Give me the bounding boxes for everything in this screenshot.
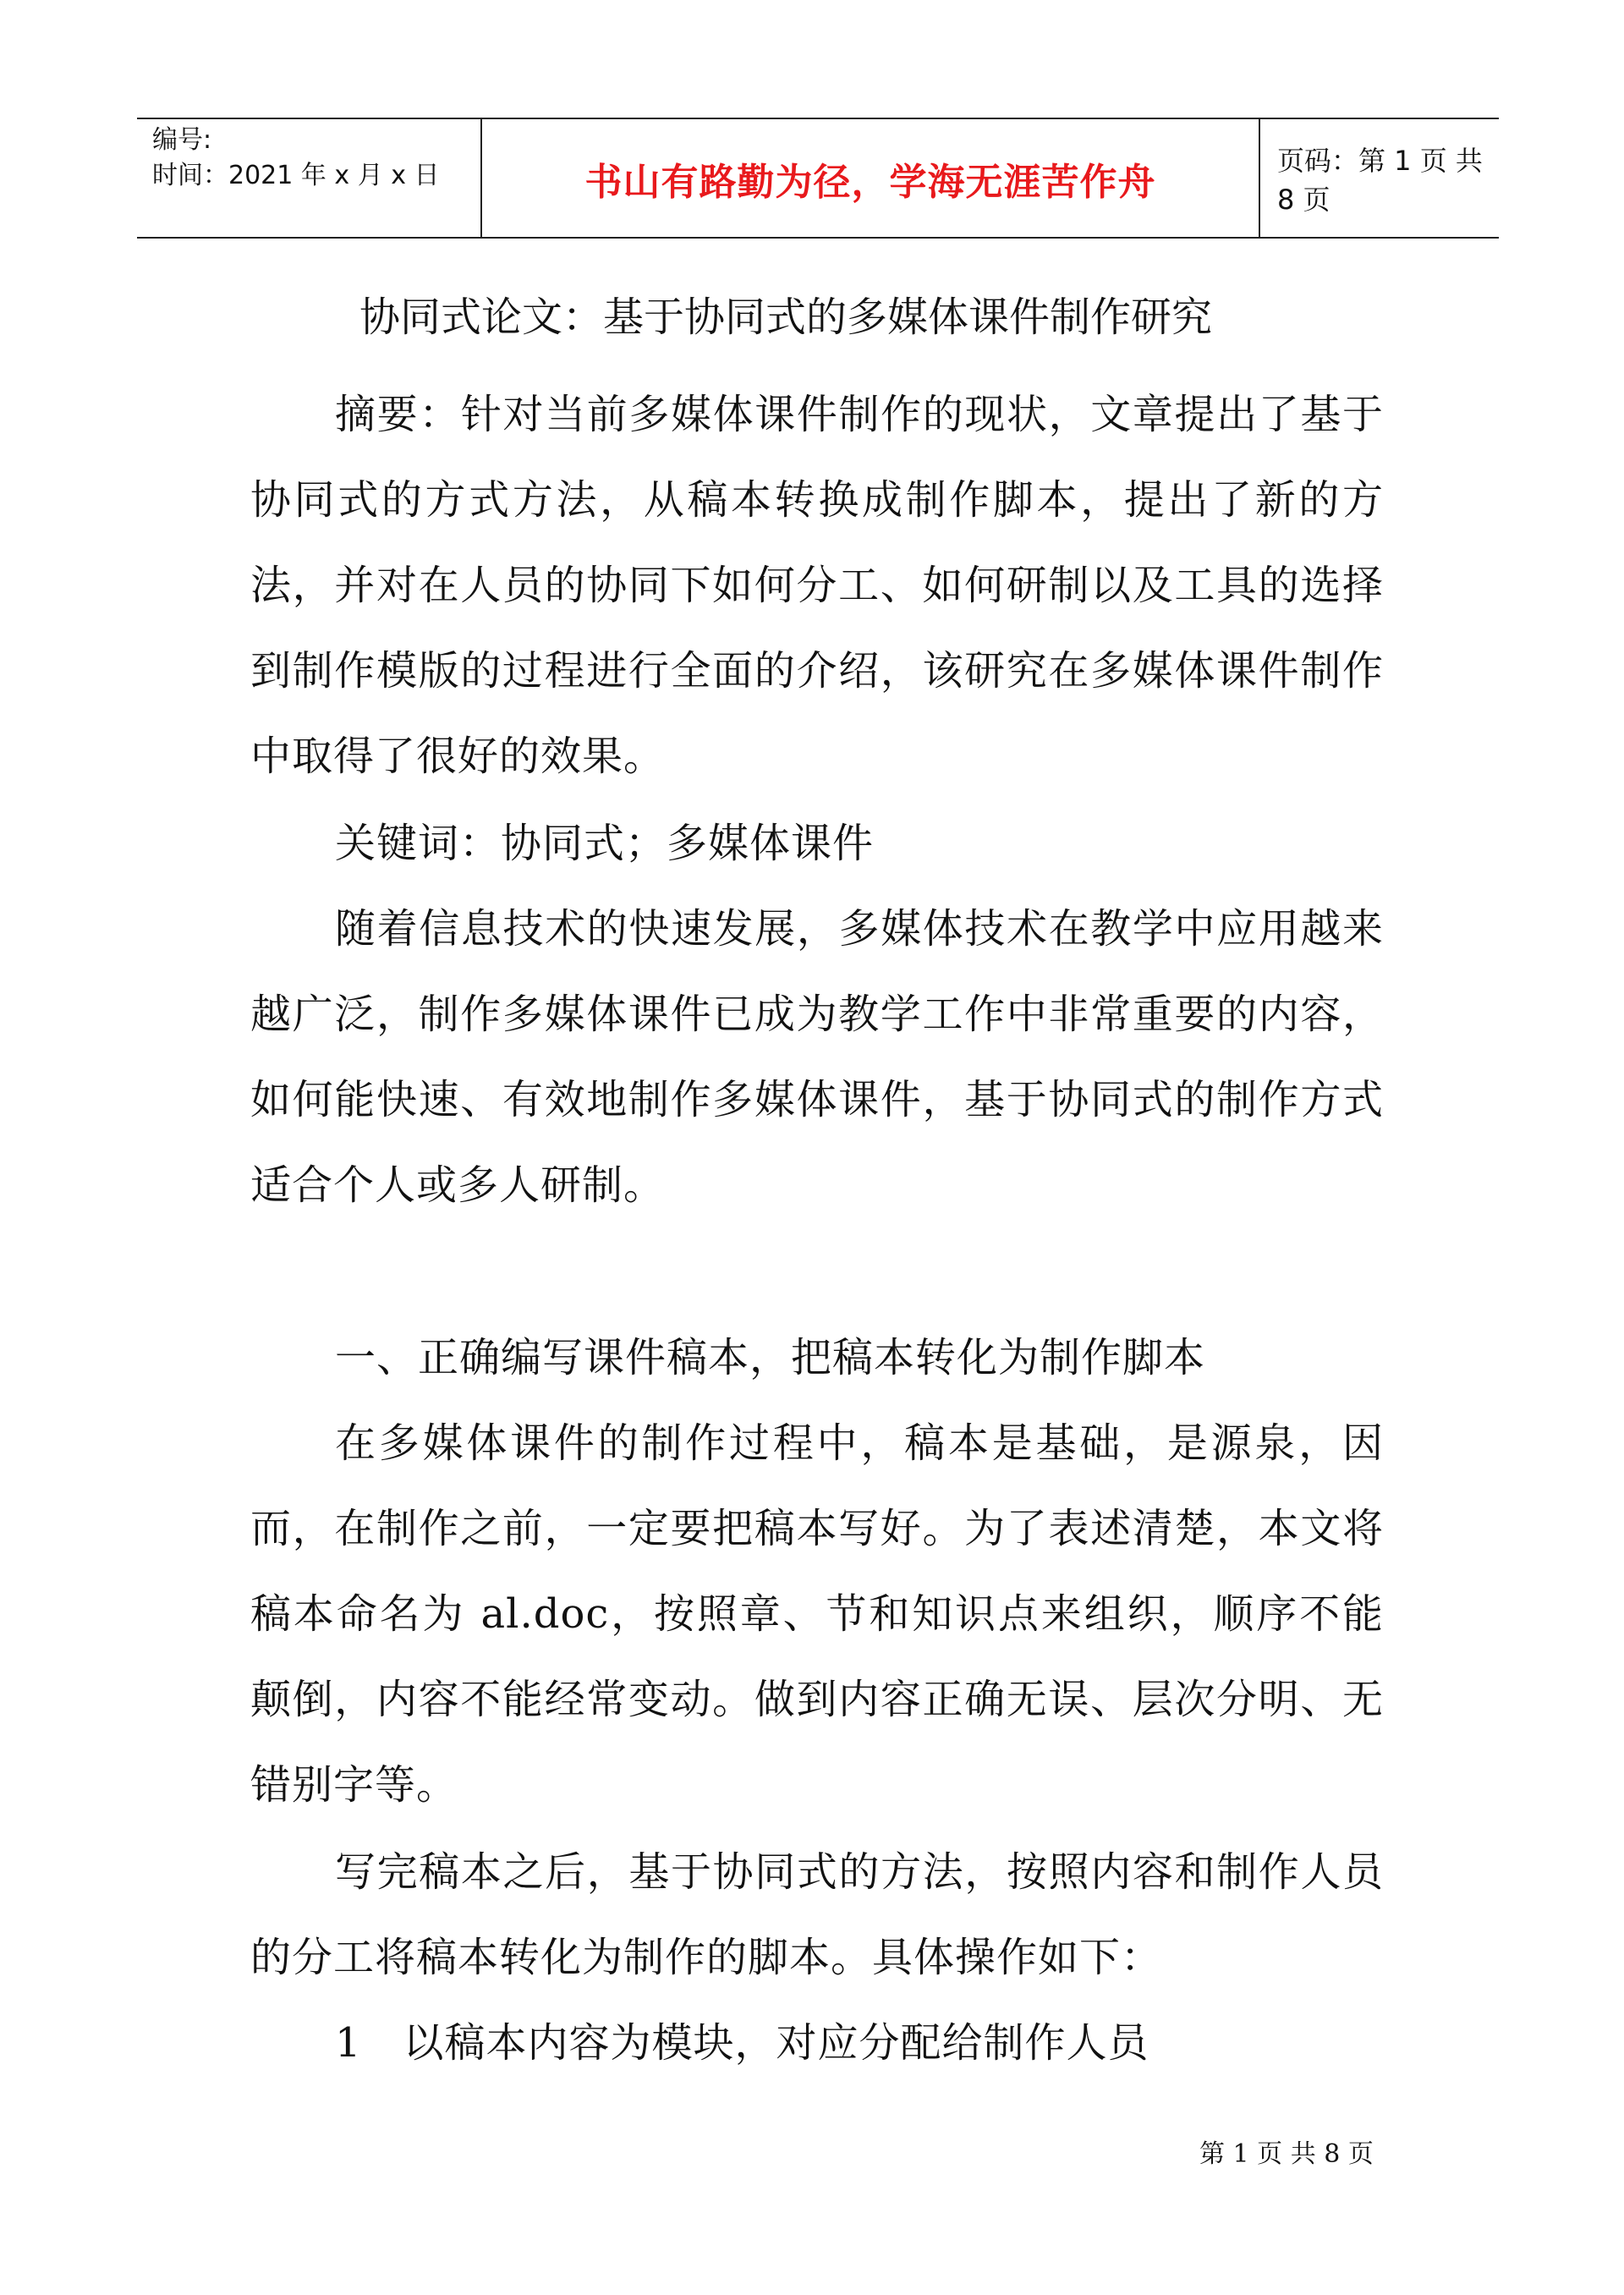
header-page-code: 页码：第 1 页 共 8 页 bbox=[1277, 144, 1483, 216]
section-heading: 一、正确编写课件稿本，把稿本转化为制作脚本 bbox=[335, 1334, 1206, 1381]
abstract-paragraph: 摘要：针对当前多媒体课件制作的现状，文章提出了基于协同式的方式方法，从稿本转换成制作脚本，提出了新的方法，并对在人员的协同下如何分工、如何研制以及工具的选择到制作模版的过程进行全面的介绍，该研究在多媒体课件制作中取得了很好的效果。 bbox=[250, 391, 1384, 780]
document-title: 协同式论文：基于协同式的多媒体课件制作研究 bbox=[359, 294, 1213, 341]
document-header bbox=[137, 118, 1499, 239]
keywords-paragraph: 关键词：协同式；多媒体课件 bbox=[335, 820, 875, 867]
intro-paragraph: 随着信息技术的快速发展，多媒体技术在教学中应用越来越广泛，制作多媒体课件已成为教学工作中非常重要的内容，如何能快速、有效地制作多媒体课件，基于协同式的制作方式适合个人或多人研制。 bbox=[250, 905, 1384, 1209]
header-motto: 书山有路勤为径，学海无涯苦作舟 bbox=[482, 119, 1260, 237]
header-meta bbox=[137, 119, 482, 237]
page-footer: 第 1 页 共 8 页 bbox=[1199, 2139, 1374, 2169]
header-time-label: 时间：2021 年 x 月 x 日 bbox=[152, 161, 440, 190]
list-item: 1 以稿本内容为模块，对应分配给制作人员 bbox=[335, 2019, 1149, 2067]
header-number-label: 编号: bbox=[152, 125, 212, 155]
body-paragraph: 在多媒体课件的制作过程中，稿本是基础，是源泉，因而，在制作之前，一定要把稿本写好。为了表述清楚，本文将稿本命名为 al.doc，按照章、节和知识点来组织，顺序不能颠倒，内容不能经常变动。做到内容正确无误、层次分明、无错别字等。 bbox=[250, 1419, 1384, 1809]
body-paragraph: 写完稿本之后，基于协同式的方法，按照内容和制作人员的分工将稿本转化为制作的脚本。具体操作如下： bbox=[250, 1848, 1384, 1981]
